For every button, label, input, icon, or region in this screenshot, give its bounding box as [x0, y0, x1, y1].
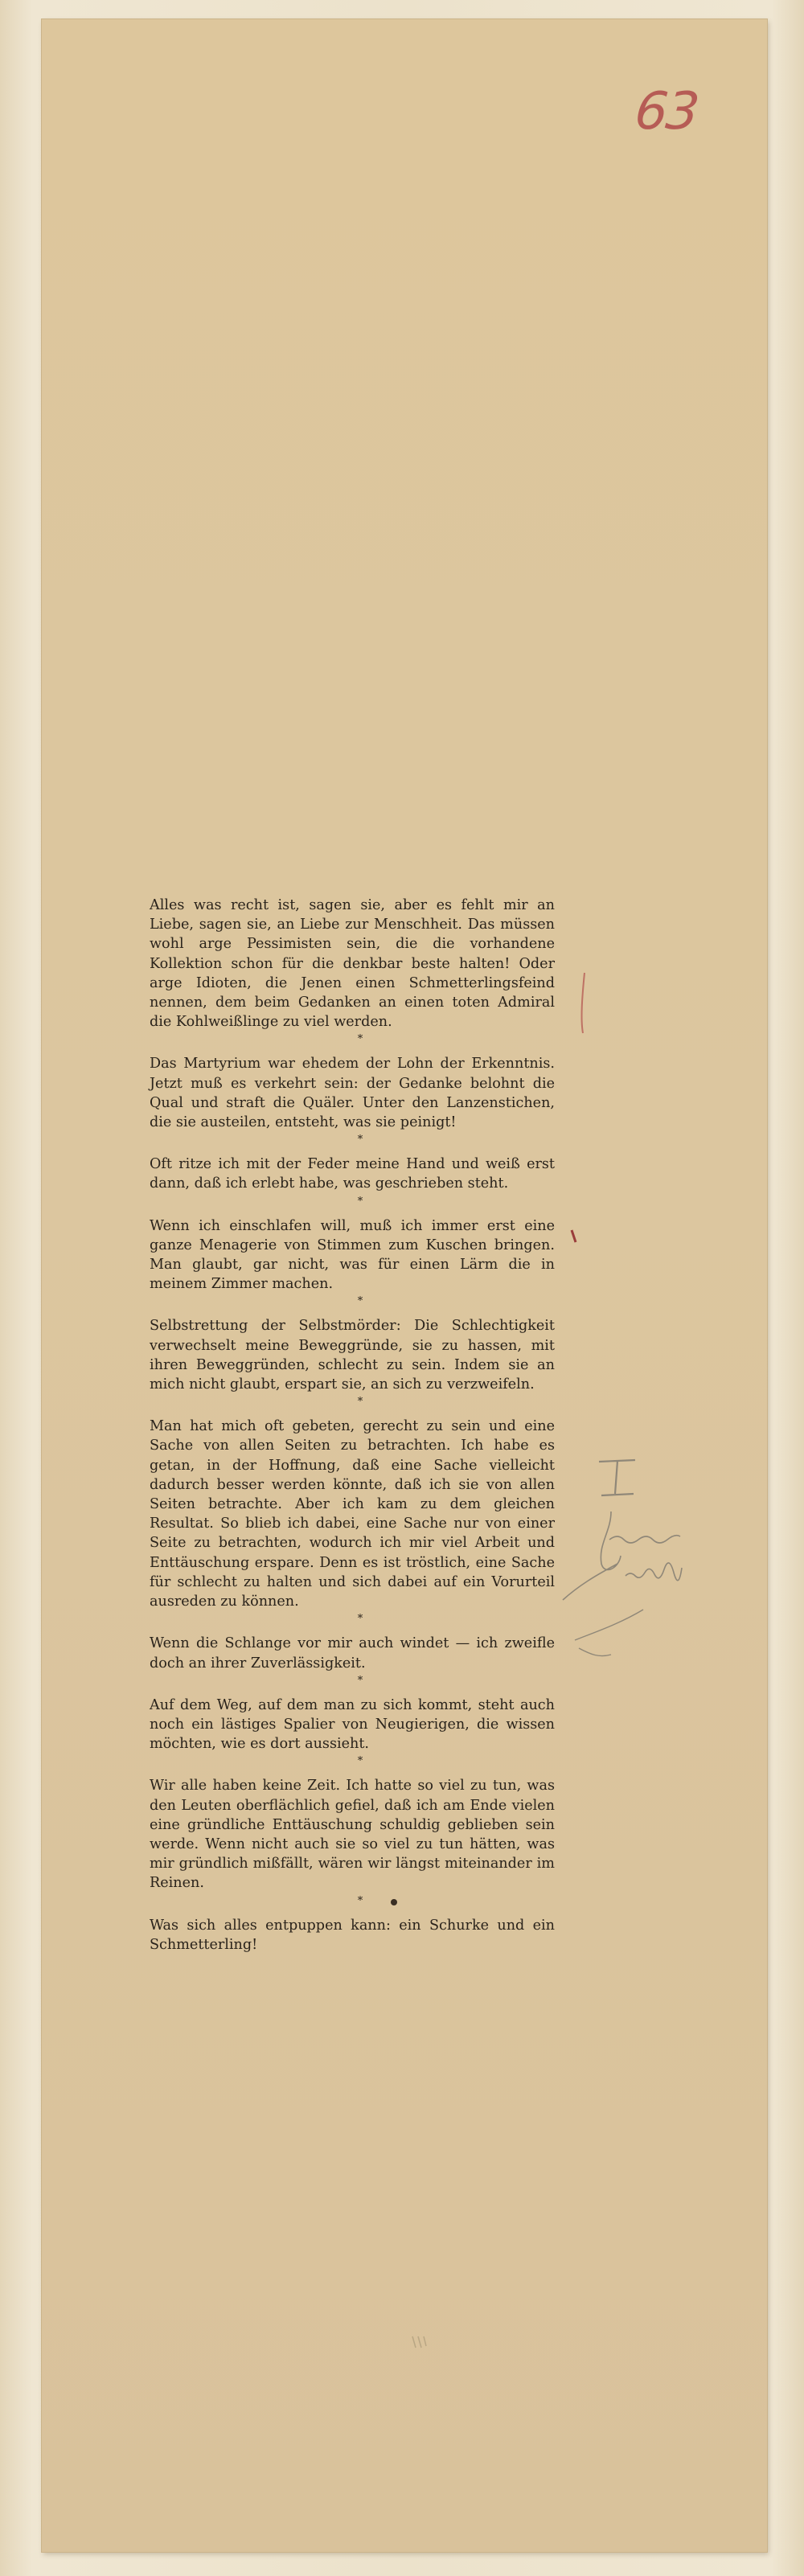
paragraph: Man hat mich oft gebeten, gerecht zu sein und eine Sache von allen Seiten zu betrachten. Ich habe es getan, in der Hoffnung, daß eine Sache vielleicht dadurch besser werden könnte, daß ich sie von allen Seiten betrachte. Aber ich kam zu dem gleichen Resultat. So blieb ich dabei, eine Sache nur von einer Seite zu betrachten, wodurch ich mir viel Arbeit und Enttäuschung erspare. Denn es ist tröstlich, eine Sache für schlecht zu halten und sich dabei auf ein Vorurteil ausreden zu können. [150, 1418, 555, 1610]
paragraph: Wenn die Schlange vor mir auch windet — ich zweifle doch an ihrer Zuverlässigkeit. [150, 1635, 555, 1672]
aphorism-text [150, 896, 555, 1955]
separator-star: * [357, 1613, 363, 1626]
paragraph: Das Martyrium war ehedem der Lohn der Erkenntnis. Jetzt muß es verkehrt sein: der Gedanke belohnt die Qual und straft die Quäler. Unter den Lanzenstichen, die sie austeilen, entsteht, was sie peinigt! [150, 1056, 555, 1131]
paragraph: Was sich alles entpuppen kann: ein Schurke und ein Schmetterling! [150, 1917, 555, 1953]
separator-star: * [357, 1755, 363, 1768]
separator-star: * [357, 1134, 363, 1146]
separator-star: * [357, 1674, 363, 1687]
separator-star: * [357, 1195, 363, 1208]
paragraph: Selbstrettung der Selbstmörder: Die Schlechtigkeit verwechselt meine Beweggründe, sie zu hassen, mit ihren Beweggründen, schlecht zu sein. Indem sie an mich nicht glaubt, erspart sie, an sich zu verzweifeln. [150, 1318, 555, 1393]
paragraph: Alles was recht ist, sagen sie, aber es fehlt mir an Liebe, sagen sie, an Liebe zur Menschheit. Das müssen wohl arge Pessimisten sein, die die vorhandene Kollektion schon für die denkbar beste halten! Oder arge Idioten, die Jenen einen Schmetterlingsfeind nennen, dem beim Gedanken an einen toten Admiral die Kohlweißlinge zu viel werden. [150, 897, 555, 1031]
paragraph: Oft ritze ich mit der Feder meine Hand und weiß erst dann, daß ich erlebt habe, was geschrieben steht. [150, 1156, 555, 1192]
separator-star: * [357, 1894, 363, 1907]
paragraph: Wir alle haben keine Zeit. Ich hatte so viel zu tun, was den Leuten oberflächlich gefiel, daß ich am Ende vielen eine gründliche Enttäuschung schuldig geblieben sein werde. Wenn nicht auch sie so viel zu tun hätten, was mir gründlich mißfällt, wären wir längst miteinander im Reinen. [150, 1778, 555, 1892]
paragraph: Wenn ich einschlafen will, muß ich immer erst eine ganze Menagerie von Stimmen zum Kuschen bringen. Man glaubt, gar nicht, was für einen Lärm die in meinem Zimmer machen. [150, 1217, 555, 1293]
page-number: 63 [632, 82, 701, 142]
separator-star: * [357, 1396, 363, 1409]
separator-star: * [357, 1295, 363, 1308]
separator-star: * [357, 1033, 363, 1046]
paragraph: Auf dem Weg, auf dem man zu sich kommt, steht auch noch ein lästiges Spalier von Neugierigen, die wissen möchten, wie es dort aussieht. [150, 1696, 555, 1753]
